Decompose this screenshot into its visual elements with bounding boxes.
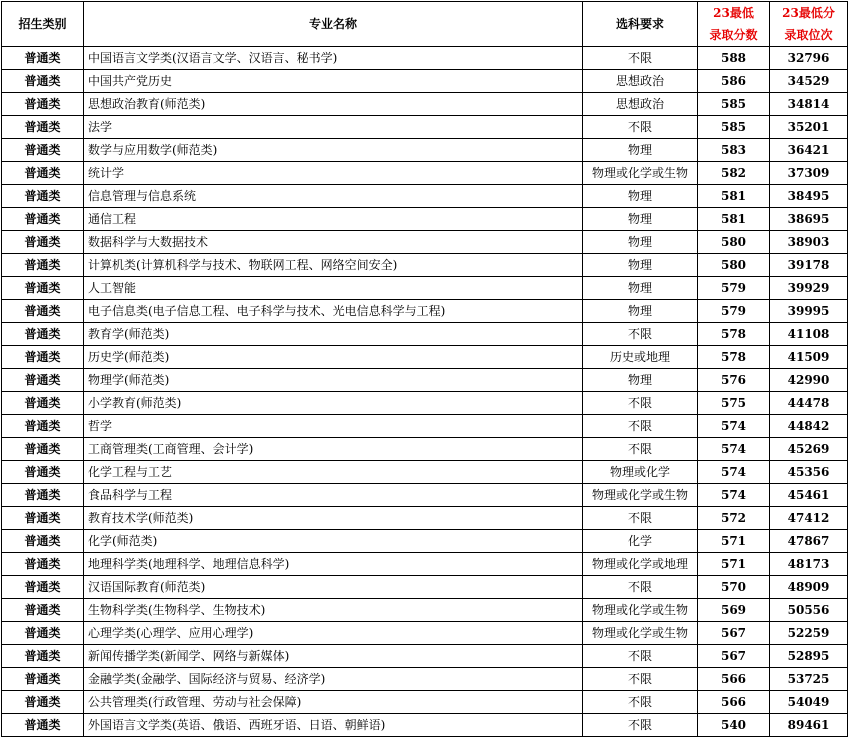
min-rank-cell: 38903 xyxy=(770,231,848,254)
major-cell: 教育学(师范类) xyxy=(84,323,583,346)
min-rank-cell: 34814 xyxy=(770,93,848,116)
min-score-cell: 580 xyxy=(698,231,770,254)
table-row xyxy=(2,622,848,645)
min-score-cell: 579 xyxy=(698,300,770,323)
requirement-cell: 物理或化学或生物 xyxy=(583,622,698,645)
category-cell: 普通类 xyxy=(2,438,84,461)
header-min-score-line1: 23最低 xyxy=(713,6,754,20)
requirement-cell: 物理或化学或地理 xyxy=(583,553,698,576)
major-cell: 中国语言文学类(汉语言文学、汉语言、秘书学) xyxy=(84,47,583,70)
major-cell: 中国共产党历史 xyxy=(84,70,583,93)
category-cell: 普通类 xyxy=(2,277,84,300)
major-cell: 公共管理类(行政管理、劳动与社会保障) xyxy=(84,691,583,714)
major-cell: 心理学类(心理学、应用心理学) xyxy=(84,622,583,645)
requirement-cell: 不限 xyxy=(583,691,698,714)
major-cell: 小学教育(师范类) xyxy=(84,392,583,415)
min-rank-cell: 45356 xyxy=(770,461,848,484)
requirement-cell: 物理 xyxy=(583,254,698,277)
table-row xyxy=(2,438,848,461)
category-cell: 普通类 xyxy=(2,714,84,737)
requirement-cell: 物理或化学 xyxy=(583,461,698,484)
min-score-cell: 571 xyxy=(698,530,770,553)
table-row xyxy=(2,254,848,277)
major-cell: 统计学 xyxy=(84,162,583,185)
requirement-cell: 历史或地理 xyxy=(583,346,698,369)
major-cell: 物理学(师范类) xyxy=(84,369,583,392)
min-score-cell: 579 xyxy=(698,277,770,300)
requirement-cell: 物理 xyxy=(583,369,698,392)
min-score-cell: 576 xyxy=(698,369,770,392)
min-rank-cell: 38495 xyxy=(770,185,848,208)
min-rank-cell: 44842 xyxy=(770,415,848,438)
major-cell: 地理科学类(地理科学、地理信息科学) xyxy=(84,553,583,576)
major-cell: 通信工程 xyxy=(84,208,583,231)
major-cell: 生物科学类(生物科学、生物技术) xyxy=(84,599,583,622)
min-rank-cell: 41108 xyxy=(770,323,848,346)
min-rank-cell: 48909 xyxy=(770,576,848,599)
table-row xyxy=(2,47,848,70)
major-cell: 新闻传播学类(新闻学、网络与新媒体) xyxy=(84,645,583,668)
min-score-cell: 581 xyxy=(698,208,770,231)
table-row xyxy=(2,300,848,323)
major-cell: 历史学(师范类) xyxy=(84,346,583,369)
requirement-cell: 不限 xyxy=(583,323,698,346)
min-score-cell: 574 xyxy=(698,438,770,461)
min-score-cell: 574 xyxy=(698,484,770,507)
table-row xyxy=(2,691,848,714)
category-cell: 普通类 xyxy=(2,576,84,599)
major-cell: 计算机类(计算机科学与技术、物联网工程、网络空间安全) xyxy=(84,254,583,277)
major-cell: 化学(师范类) xyxy=(84,530,583,553)
min-score-cell: 578 xyxy=(698,346,770,369)
table-row xyxy=(2,231,848,254)
requirement-cell: 物理 xyxy=(583,231,698,254)
requirement-cell: 不限 xyxy=(583,645,698,668)
header-requirement: 选科要求 xyxy=(583,2,698,47)
category-cell: 普通类 xyxy=(2,369,84,392)
admission-score-table xyxy=(1,1,848,737)
major-cell: 电子信息类(电子信息工程、电子科学与技术、光电信息科学与工程) xyxy=(84,300,583,323)
category-cell: 普通类 xyxy=(2,668,84,691)
category-cell: 普通类 xyxy=(2,162,84,185)
table-row xyxy=(2,392,848,415)
min-score-cell: 571 xyxy=(698,553,770,576)
requirement-cell: 物理 xyxy=(583,139,698,162)
requirement-cell: 物理或化学或生物 xyxy=(583,162,698,185)
category-cell: 普通类 xyxy=(2,415,84,438)
category-cell: 普通类 xyxy=(2,461,84,484)
min-score-cell: 582 xyxy=(698,162,770,185)
table-row xyxy=(2,346,848,369)
major-cell: 金融学类(金融学、国际经济与贸易、经济学) xyxy=(84,668,583,691)
category-cell: 普通类 xyxy=(2,622,84,645)
header-min-score xyxy=(698,2,770,47)
min-rank-cell: 39178 xyxy=(770,254,848,277)
min-rank-cell: 39929 xyxy=(770,277,848,300)
requirement-cell: 不限 xyxy=(583,116,698,139)
table-row xyxy=(2,369,848,392)
min-rank-cell: 50556 xyxy=(770,599,848,622)
category-cell: 普通类 xyxy=(2,47,84,70)
table-row xyxy=(2,484,848,507)
major-cell: 工商管理类(工商管理、会计学) xyxy=(84,438,583,461)
min-rank-cell: 37309 xyxy=(770,162,848,185)
category-cell: 普通类 xyxy=(2,254,84,277)
min-score-cell: 567 xyxy=(698,622,770,645)
min-score-cell: 585 xyxy=(698,116,770,139)
table-row xyxy=(2,208,848,231)
category-cell: 普通类 xyxy=(2,507,84,530)
category-cell: 普通类 xyxy=(2,208,84,231)
major-cell: 数学与应用数学(师范类) xyxy=(84,139,583,162)
table-row xyxy=(2,576,848,599)
min-rank-cell: 53725 xyxy=(770,668,848,691)
table-row xyxy=(2,277,848,300)
major-cell: 哲学 xyxy=(84,415,583,438)
min-rank-cell: 45461 xyxy=(770,484,848,507)
min-rank-cell: 89461 xyxy=(770,714,848,737)
table-row xyxy=(2,70,848,93)
table-row xyxy=(2,507,848,530)
min-score-cell: 581 xyxy=(698,185,770,208)
category-cell: 普通类 xyxy=(2,116,84,139)
table-row xyxy=(2,461,848,484)
category-cell: 普通类 xyxy=(2,484,84,507)
table-row xyxy=(2,645,848,668)
min-score-cell: 583 xyxy=(698,139,770,162)
header-min-rank-line2: 录取位次 xyxy=(784,28,833,42)
requirement-cell: 不限 xyxy=(583,438,698,461)
category-cell: 普通类 xyxy=(2,346,84,369)
header-min-rank xyxy=(770,2,848,47)
table-row xyxy=(2,162,848,185)
min-rank-cell: 54049 xyxy=(770,691,848,714)
major-cell: 汉语国际教育(师范类) xyxy=(84,576,583,599)
min-rank-cell: 36421 xyxy=(770,139,848,162)
table-row xyxy=(2,415,848,438)
min-score-cell: 572 xyxy=(698,507,770,530)
requirement-cell: 思想政治 xyxy=(583,70,698,93)
min-rank-cell: 48173 xyxy=(770,553,848,576)
category-cell: 普通类 xyxy=(2,691,84,714)
category-cell: 普通类 xyxy=(2,553,84,576)
major-cell: 教育技术学(师范类) xyxy=(84,507,583,530)
category-cell: 普通类 xyxy=(2,70,84,93)
min-score-cell: 566 xyxy=(698,691,770,714)
table-row xyxy=(2,668,848,691)
table-row xyxy=(2,530,848,553)
table-row xyxy=(2,93,848,116)
table-row xyxy=(2,185,848,208)
min-score-cell: 575 xyxy=(698,392,770,415)
table-row xyxy=(2,599,848,622)
table-body xyxy=(2,47,848,737)
category-cell: 普通类 xyxy=(2,231,84,254)
major-cell: 化学工程与工艺 xyxy=(84,461,583,484)
requirement-cell: 物理或化学或生物 xyxy=(583,599,698,622)
min-rank-cell: 45269 xyxy=(770,438,848,461)
min-rank-cell: 42990 xyxy=(770,369,848,392)
requirement-cell: 物理 xyxy=(583,300,698,323)
requirement-cell: 不限 xyxy=(583,415,698,438)
requirement-cell: 化学 xyxy=(583,530,698,553)
category-cell: 普通类 xyxy=(2,392,84,415)
major-cell: 信息管理与信息系统 xyxy=(84,185,583,208)
category-cell: 普通类 xyxy=(2,139,84,162)
requirement-cell: 不限 xyxy=(583,507,698,530)
min-score-cell: 566 xyxy=(698,668,770,691)
min-score-cell: 578 xyxy=(698,323,770,346)
major-cell: 食品科学与工程 xyxy=(84,484,583,507)
header-major: 专业名称 xyxy=(84,2,583,47)
major-cell: 思想政治教育(师范类) xyxy=(84,93,583,116)
major-cell: 法学 xyxy=(84,116,583,139)
table-row xyxy=(2,714,848,737)
min-score-cell: 574 xyxy=(698,461,770,484)
min-score-cell: 588 xyxy=(698,47,770,70)
min-rank-cell: 32796 xyxy=(770,47,848,70)
table-row xyxy=(2,116,848,139)
category-cell: 普通类 xyxy=(2,185,84,208)
table-row xyxy=(2,323,848,346)
category-cell: 普通类 xyxy=(2,300,84,323)
min-score-cell: 586 xyxy=(698,70,770,93)
min-score-cell: 569 xyxy=(698,599,770,622)
requirement-cell: 不限 xyxy=(583,392,698,415)
requirement-cell: 不限 xyxy=(583,668,698,691)
header-min-score-line2: 录取分数 xyxy=(709,28,758,42)
table-row xyxy=(2,139,848,162)
category-cell: 普通类 xyxy=(2,645,84,668)
requirement-cell: 物理或化学或生物 xyxy=(583,484,698,507)
requirement-cell: 不限 xyxy=(583,714,698,737)
min-rank-cell: 47412 xyxy=(770,507,848,530)
min-score-cell: 570 xyxy=(698,576,770,599)
requirement-cell: 不限 xyxy=(583,47,698,70)
min-rank-cell: 41509 xyxy=(770,346,848,369)
category-cell: 普通类 xyxy=(2,530,84,553)
requirement-cell: 物理 xyxy=(583,277,698,300)
requirement-cell: 不限 xyxy=(583,576,698,599)
major-cell: 人工智能 xyxy=(84,277,583,300)
min-score-cell: 574 xyxy=(698,415,770,438)
table-header-row xyxy=(2,2,848,47)
category-cell: 普通类 xyxy=(2,93,84,116)
requirement-cell: 物理 xyxy=(583,208,698,231)
min-rank-cell: 52259 xyxy=(770,622,848,645)
header-category: 招生类别 xyxy=(2,2,84,47)
requirement-cell: 物理 xyxy=(583,185,698,208)
min-score-cell: 567 xyxy=(698,645,770,668)
category-cell: 普通类 xyxy=(2,323,84,346)
header-min-rank-line1: 23最低分 xyxy=(782,6,835,20)
min-rank-cell: 34529 xyxy=(770,70,848,93)
min-rank-cell: 52895 xyxy=(770,645,848,668)
major-cell: 数据科学与大数据技术 xyxy=(84,231,583,254)
min-score-cell: 540 xyxy=(698,714,770,737)
min-rank-cell: 47867 xyxy=(770,530,848,553)
min-score-cell: 585 xyxy=(698,93,770,116)
min-rank-cell: 38695 xyxy=(770,208,848,231)
category-cell: 普通类 xyxy=(2,599,84,622)
min-rank-cell: 39995 xyxy=(770,300,848,323)
min-rank-cell: 35201 xyxy=(770,116,848,139)
table-row xyxy=(2,553,848,576)
min-score-cell: 580 xyxy=(698,254,770,277)
major-cell: 外国语言文学类(英语、俄语、西班牙语、日语、朝鲜语) xyxy=(84,714,583,737)
requirement-cell: 思想政治 xyxy=(583,93,698,116)
min-rank-cell: 44478 xyxy=(770,392,848,415)
